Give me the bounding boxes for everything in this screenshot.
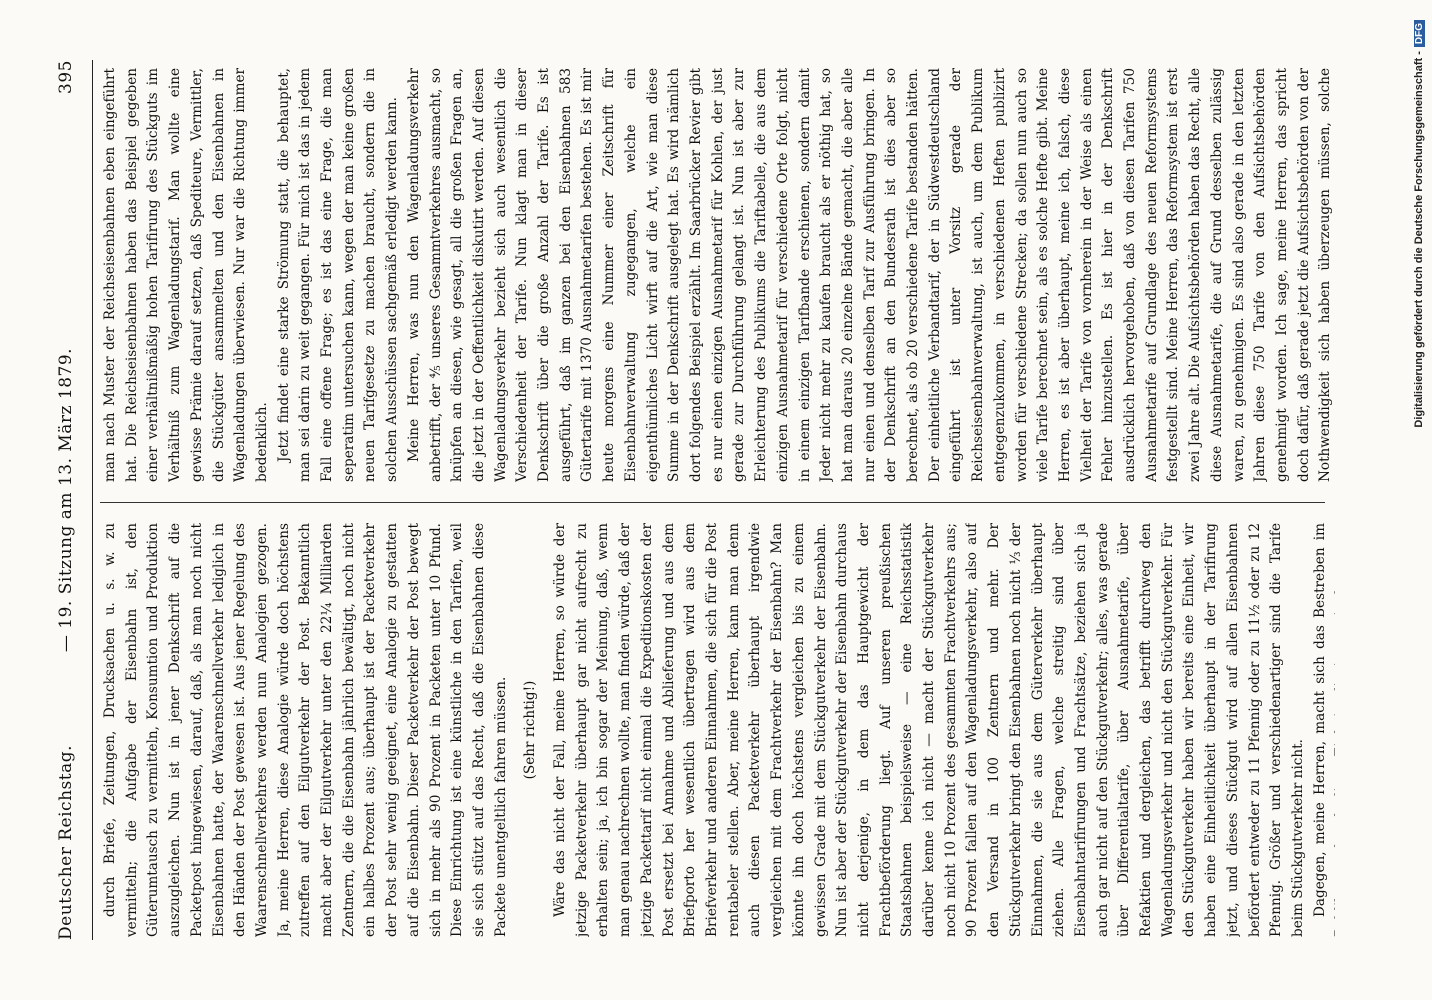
paragraph: Meine Herren, was nun den Wagenladungsverkehr anbetrifft, der ⅘ unseres Gesammtverkehres ausmacht, so knüpfen an diesen, wie gesagt, all die großen Fragen an, die jetzt in der Oeffentlichkeit diskutirt werden. Auf diesen Wagenladungsverkehr bezieht sich auch wesentlich die Verschiedenheit der Tarife. Nun klagt man in dieser Denkschrift über die große Anzahl der Tarife. Es ist ausgeführt, daß im ganzen bei den Eisenbahnen 583 Gütertarife mit 1370 Ausnahmetarifen bestehen. Es ist mir heute morgens eine Nummer einer Zeitschrift für Eisenbahnverwaltung zugegangen, welche ein eigenthümliches Licht wirft auf die Art, wie man diese Summe in der Denkschrift ausgelegt hat. Es wird nämlich dort folgendes Beispiel erzählt. Im Saarbrücker Revier gibt es nur einen einzigen Ausnahmetarif für Kohlen, der just gerade zur Durchführung gelangt ist. Nun ist aber zur Erleichterung des Publikums die Tariftabelle, die aus dem einzigen Ausnahmetarif für verschiedene Orte folgt, nicht in einem einzigen Tarifbande erschienen, sondern damit Jeder nicht mehr zu kaufen braucht als er nöthig hat, so hat man daraus 20 einzelne Bände gemacht, die aber alle nur einen und denselben Tarif zur Ausführung bringen. In der Denkschrift an den Bundesrath ist dies aber so berechnet, als ob 20 verschiedene Tarife bestanden hätten. Der einheitliche Verbandtarif, der in Südwestdeutschland eingeführt ist unter Vorsitz gerade der Reichseisenbahnverwaltung, ist auch, um dem Publikum entgegenzukommen, in verschiedenen Heften publizirt worden für verschiedene Strecken; da sollen nun auch so viele Tarife berechnet sein, als es solche Hefte gibt. Meine Herren, es ist aber überhaupt, meine ich, falsch, diese Vielheit der Tarife von vornherein in der Weise als einen Fehler hinzustellen. Es ist hier in der Denkschrift ausdrücklich hervorgehoben, daß von diesen Tarifen 750 Ausnahmetarife auf Grundlage des neuen Reformsystems festgestellt sind. Meine Herren, das Reformsystem ist erst zwei Jahre alt. Die Aufsichtsbehörden haben das Recht, alle diese Ausnahmetarife, die auf Grund desselben zulässig waren, zu genehmigen. Es sind also gerade in den letzten Jahren diese 750 Tarife von den Aufsichtsbehörden genehmigt worden. Ich sage, meine Herren, das spricht doch dafür, daß gerade jetzt die Aufsichtsbehörden von der Nothwendigkeit sich haben überzeugen müssen, solche (405, 68, 1334, 482)
header-journal-title: Deutscher Reichstag. (56, 745, 76, 940)
paragraph: (Sehr richtig!) (522, 680, 539, 780)
column-divider (100, 502, 1325, 503)
digitization-credit-text (1413, 20, 1431, 980)
text-column-left (100, 523, 1335, 937)
digitization-credit (1413, 20, 1431, 980)
text-column-right (100, 68, 1335, 482)
paragraph: Wäre das nicht der Fall, meine Herren, so würde der jetzige Packetverkehr überhaupt gar nicht aufrecht zu erhalten sein; ja, ich bin sogar der Meinung, daß, wenn man genau nachrechnen wollte, man finden würde, daß der jetzige Packettarif nicht einmal die Expeditionskosten der Post ersetzt bei Annahme und Ablieferung und aus dem Briefporto her wesentlich übertragen wird aus dem Briefverkehr und anderen Einnahmen, die sich für die Post rentabeler stellen. Aber, meine Herren, kann man denn auch diesen Packetverkehr überhaupt irgendwie vergleichen mit dem Frachtverkehr der Eisenbahn? Man könnte ihn doch höchstens vergleichen bis zu einem gewissen Grade mit dem Stückgutverkehr der Eisenbahn. Nun ist aber der Stückgutverkehr der Eisenbahn durchaus nicht derjenige, in dem das Hauptgewicht der Frachtbeförderung liegt. Auf unseren preußischen Staatsbahnen beispielsweise — eine Reichsstatistik darüber kenne ich nicht — macht der Stückgutverkehr noch nicht 10 Prozent des gesammten Frachtverkehrs aus; 90 Prozent fallen auf den Wagenladungsverkehr, also auf den Versand in 100 Zentnern und mehr. Der Stückgutverkehr bringt den Eisenbahnen noch nicht ⅓ der Einnahmen, die sie aus dem Güterverkehr überhaupt ziehen. Alle Fragen, welche streitig sind über Eisenbahntarifirungen und Frachtsätze, beziehen sich ja auch gar nicht auf den Stückgutverkehr; alles, was gerade über Differentialtarife, über Ausnahmetarife, über Refaktien und dergleichen, das betrifft durchweg den Wagenladungsverkehr und nicht den Stückgutverkehr. Für den Stückgutverkehr haben wir bereits eine Einheit, wir haben eine Einheitlichkeit überhaupt in der Tarifirung jetzt, und dieses Stückgut wird auf allen Eisenbahnen befördert entweder zu 11 Pfennig oder zu 11½ oder zu 12 Pfennig. Größer und verschiedenartiger sind die Tarife beim Stückgutverkehr nicht. (552, 523, 1306, 937)
paragraph: Dagegen, meine Herren, macht sich das Bestreben im (1311, 523, 1328, 917)
header-rule (92, 60, 93, 940)
paragraph: Jetzt findet eine starke Strömung statt, die behauptet, man sei darin zu weit gegangen. Für mich ist das in jedem Fall eine offene Frage; es ist das eine Frage, die man seperatim untersuchen kann, wegen der man keine großen neuen Tarifgesetze zu machen braucht, sondern die in solchen Ausschüssen sachgemäß erledigt werden kann. (275, 68, 401, 482)
paragraph: man nach Muster der Reichseisenbahnen eben eingeführt hat. Die Reichseisenbahnen haben das Beispiel gegeben einer verhältnißmäßig hohen Tarifirung des Stückguts im Verhältniß zum Wagenladungstarif. Man wollte eine gewisse Prämie darauf setzen, daß Spediteure, Vermittler, die Stückgüter ansammelten und den Eisenbahnen in Wagenladungen überwiesen. Nur war die Richtung immer bedenklich. (102, 68, 270, 482)
dfg-logo: DFG (1414, 20, 1425, 47)
header-session-date: — 19. Sitzung am 13. März 1879. (56, 347, 76, 653)
page-number: 395 (56, 60, 76, 94)
credit-text: Digitalisierung gefördert durch die Deutsche Forschungsgemeinschaft - (1413, 51, 1425, 428)
paragraph: durch Briefe, Zeitungen, Drucksachen u. s. w. zu vermitteln; die Aufgabe der Eisenbahn ist, den Güterumtausch zu vermitteln, Konsumtion und Produktion auszugleichen. Nun ist in jener Denkschrift auf die Packetpost hingewiesen, darauf, daß, als man noch nicht Eisenbahnen hatte, der Waarenschnellverkehr lediglich in den Händen der Post gewesen ist. Aus jener Regelung des Waarenschnellverkehres werden nun Analogien gezogen. Ja, meine Herren, diese Analogie würde doch höchstens zutreffen auf den Eilgutverkehr der Post. Bekanntlich macht aber der Eilgutverkehr unter den 22¼ Milliarden Zentnern, die die Eisenbahn jährlich bewältigt, noch nicht ein halbes Prozent aus; überhaupt ist der Packetverkehr der Post sehr wenig geeignet, eine Analogie zu gestatten auf die Eisenbahn. Dieser Packetverkehr der Post bewegt sich in mehr als 90 Prozent in Packeten unter 10 Pfund. Diese Einrichtung ist eine künstliche in den Tarifen, weil sie sich stützt auf das Recht, daß die Eisenbahnen diese Packete unentgeltlich fahren müssen. (102, 523, 509, 937)
page-header (52, 60, 86, 940)
